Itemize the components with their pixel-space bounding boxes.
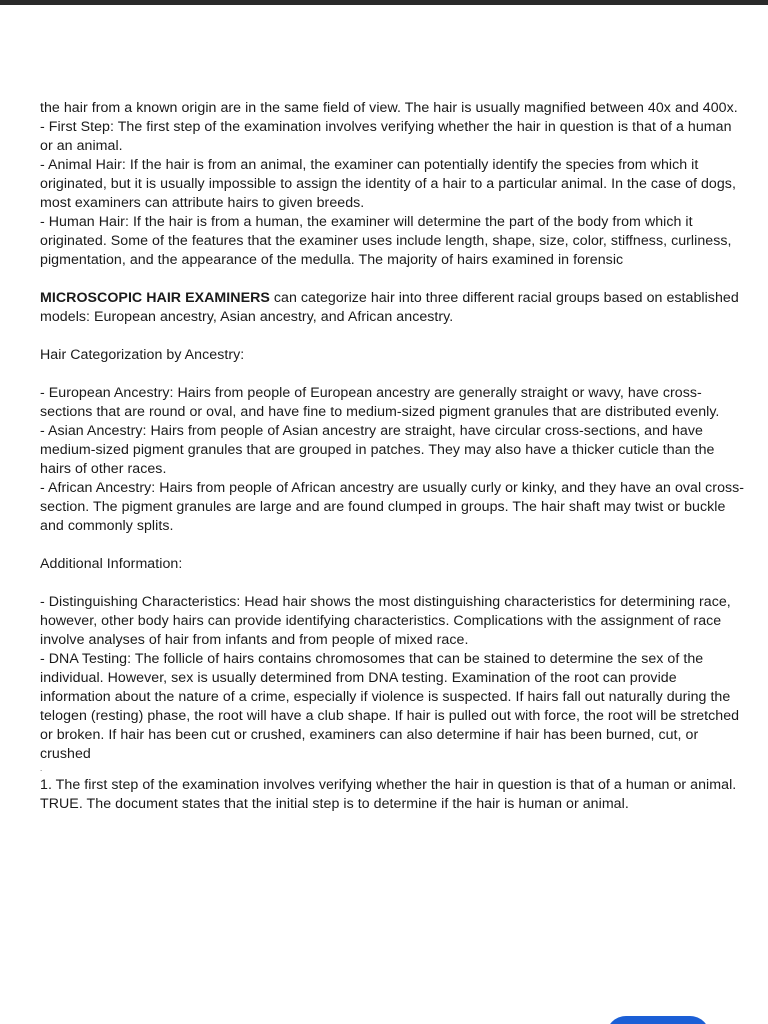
dna-testing-paragraph: - DNA Testing: The follicle of hairs contains chromosomes that can be stained to determine the sex of the individual. However, sex is usually determined from DNA testing. Examination of the root can provide information about the nature of a crime, especially if violence is suspected. If hairs fall out naturally during the telogen (resting) phase, the root will have a club shape. If hair is pulled out with force, the root will be stretched or broken. If hair has been cut or crushed, examiners can also determine if hair has been burned, cut, or crushed [40, 651, 740, 762]
top-divider-bar [0, 0, 768, 5]
intro-paragraph: the hair from a known origin are in the same field of view. The hair is usually magnified between 40x and 400x. [40, 100, 738, 116]
spacer [40, 327, 748, 346]
spacer [40, 270, 748, 289]
examiners-bold-text: MICROSCOPIC HAIR EXAMINERS [40, 290, 270, 306]
document-body [40, 99, 748, 814]
floating-action-button[interactable] [606, 1016, 710, 1024]
spacer [40, 574, 748, 593]
european-ancestry-paragraph: - European Ancestry: Hairs from people of European ancestry are generally straight or wavy, have cross-sections that are round or oval, and have fine to medium-sized pigment granules that are distributed evenly. [40, 385, 720, 420]
examiners-text: can categorize hair into three different racial groups based on established models: European ancestry, Asian ancestry, and African ancestry. [40, 290, 739, 325]
human-hair-paragraph: - Human Hair: If the hair is from a human, the examiner will determine the part of the body from which it originated. Some of the features that the examiner uses include length, shape, size, color, stiffness, curliness, pigmentation, and the appearance of the medulla. The majority of hairs examined in forensic [40, 214, 732, 268]
additional-info-heading: Additional Information: [40, 556, 183, 572]
african-ancestry-paragraph: - African Ancestry: Hairs from people of African ancestry are usually curly or kinky, and they have an oval cross-section. The pigment granules are large and are found clumped in groups. The hair shaft may twist or buckle and commonly splits. [40, 480, 745, 534]
animal-hair-paragraph: - Animal Hair: If the hair is from an animal, the examiner can potentially identify the species from which it originated, but it is usually impossible to assign the identity of a hair to a particular animal. In the case of dogs, most examiners can attribute hairs to given breeds. [40, 157, 736, 211]
distinguishing-paragraph: - Distinguishing Characteristics: Head hair shows the most distinguishing characteristics for determining race, however, other body hairs can provide identifying characteristics. Complications with the assignment of race involve analyses of hair from infants and from people of mixed race. [40, 594, 731, 648]
ancestry-heading: Hair Categorization by Ancestry: [40, 347, 245, 363]
separator-dot: . [40, 764, 43, 773]
first-step-paragraph: - First Step: The first step of the examination involves verifying whether the hair in question is that of a human or an animal. [40, 119, 732, 154]
asian-ancestry-paragraph: - Asian Ancestry: Hairs from people of Asian ancestry are straight, have circular cross-sections, and have medium-sized pigment granules that are grouped in patches. They may also have a thicker cuticle than the hairs of other races. [40, 423, 715, 477]
spacer [40, 536, 748, 555]
spacer [40, 365, 748, 384]
answer-1-paragraph: 1. The first step of the examination involves verifying whether the hair in question is that of a human or animal. TRUE. The document states that the initial step is to determine if the hair is human or animal. [40, 777, 737, 812]
examiners-paragraph [40, 289, 748, 327]
